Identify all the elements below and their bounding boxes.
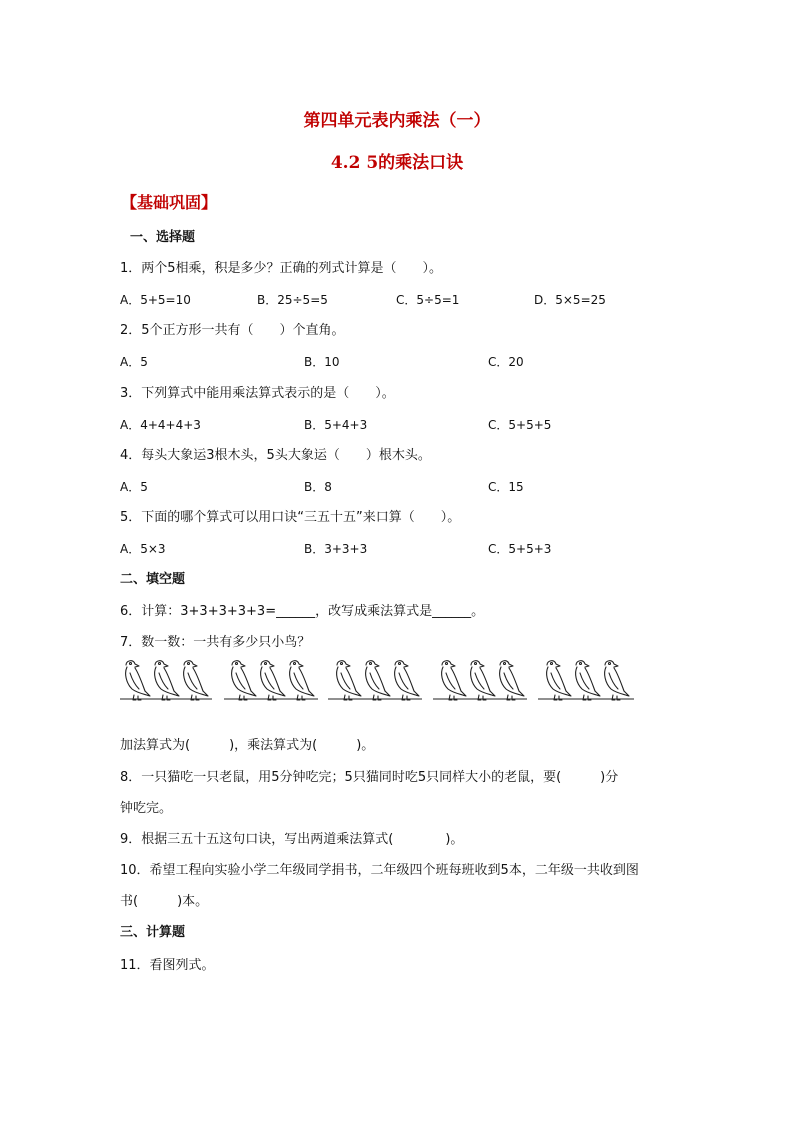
question-11: 11．看图列式。: [120, 958, 215, 973]
q3-option-b[interactable]: B．5+4+3: [304, 418, 368, 432]
q4-option-b[interactable]: B．8: [304, 480, 332, 494]
q5-option-b[interactable]: B．3+3+3: [304, 542, 368, 556]
question-5: 5．下面的哪个算式可以用口诀“三五十五”来口算（ ）。: [120, 510, 461, 525]
q2-option-c[interactable]: C．20: [488, 355, 524, 369]
question-7: 7．数一数：一共有多少只小鸟？: [120, 635, 311, 650]
page-subtitle: 4.2 5的乘法口诀: [330, 153, 464, 173]
section-tag: 【基础巩固】: [121, 193, 218, 212]
q3-option-a[interactable]: A．4+4+4+3: [120, 418, 201, 432]
question-2: 2．5个正方形一共有（ ）个直角。: [120, 323, 345, 338]
question-1: 1．两个5相乘，积是多少？正确的列式计算是（ ）。: [120, 261, 443, 276]
part1-heading: 一、选择题: [130, 230, 196, 245]
q4-option-a[interactable]: A．5: [120, 480, 148, 494]
birds-illustration: [120, 655, 640, 703]
bird-group-1: [120, 661, 212, 700]
bird-group-4: [433, 661, 527, 700]
part2-heading: 二、填空题: [120, 572, 186, 587]
part3-heading: 三、计算题: [120, 925, 186, 940]
question-3: 3．下列算式中能用乘法算式表示的是（ ）。: [120, 386, 395, 401]
question-4: 4．每头大象运3根木头，5头大象运（ ）根木头。: [120, 448, 431, 463]
q4-option-c[interactable]: C．15: [488, 480, 524, 494]
question-8-line2: 钟吃完。: [120, 801, 173, 816]
question-8-line1: 8．一只猫吃一只老鼠，用5分钟吃完；5只猫同时吃5只同样大小的老鼠，要( )分: [120, 770, 619, 785]
q5-option-c[interactable]: C．5+5+3: [488, 542, 552, 556]
q3-option-c[interactable]: C．5+5+5: [488, 418, 552, 432]
question-10-line2: 书( )本。: [120, 894, 209, 909]
question-10-line1: 10．希望工程向实验小学二年级同学捐书，二年级四个班每班收到5本，二年级一共收到图: [120, 863, 639, 878]
q2-option-b[interactable]: B．10: [304, 355, 340, 369]
q1-option-d[interactable]: D．5×5=25: [534, 293, 606, 307]
question-7-answer: 加法算式为( )，乘法算式为( )。: [120, 738, 375, 753]
bird-group-2: [224, 661, 318, 700]
q1-option-c[interactable]: C．5÷5=1: [396, 293, 460, 307]
q5-option-a[interactable]: A．5×3: [120, 542, 166, 556]
question-9: 9．根据三五十五这句口诀，写出两道乘法算式( )。: [120, 832, 464, 847]
page-title: 第四单元表内乘法（一）: [303, 111, 491, 131]
q2-option-a[interactable]: A．5: [120, 355, 148, 369]
q1-option-a[interactable]: A．5+5=10: [120, 293, 191, 307]
bird-group-3: [328, 661, 422, 700]
question-6: 6．计算：3+3+3+3+3=______，改写成乘法算式是______。: [120, 604, 485, 619]
bird-group-5: [538, 661, 634, 700]
q1-option-b[interactable]: B．25÷5=5: [257, 293, 328, 307]
